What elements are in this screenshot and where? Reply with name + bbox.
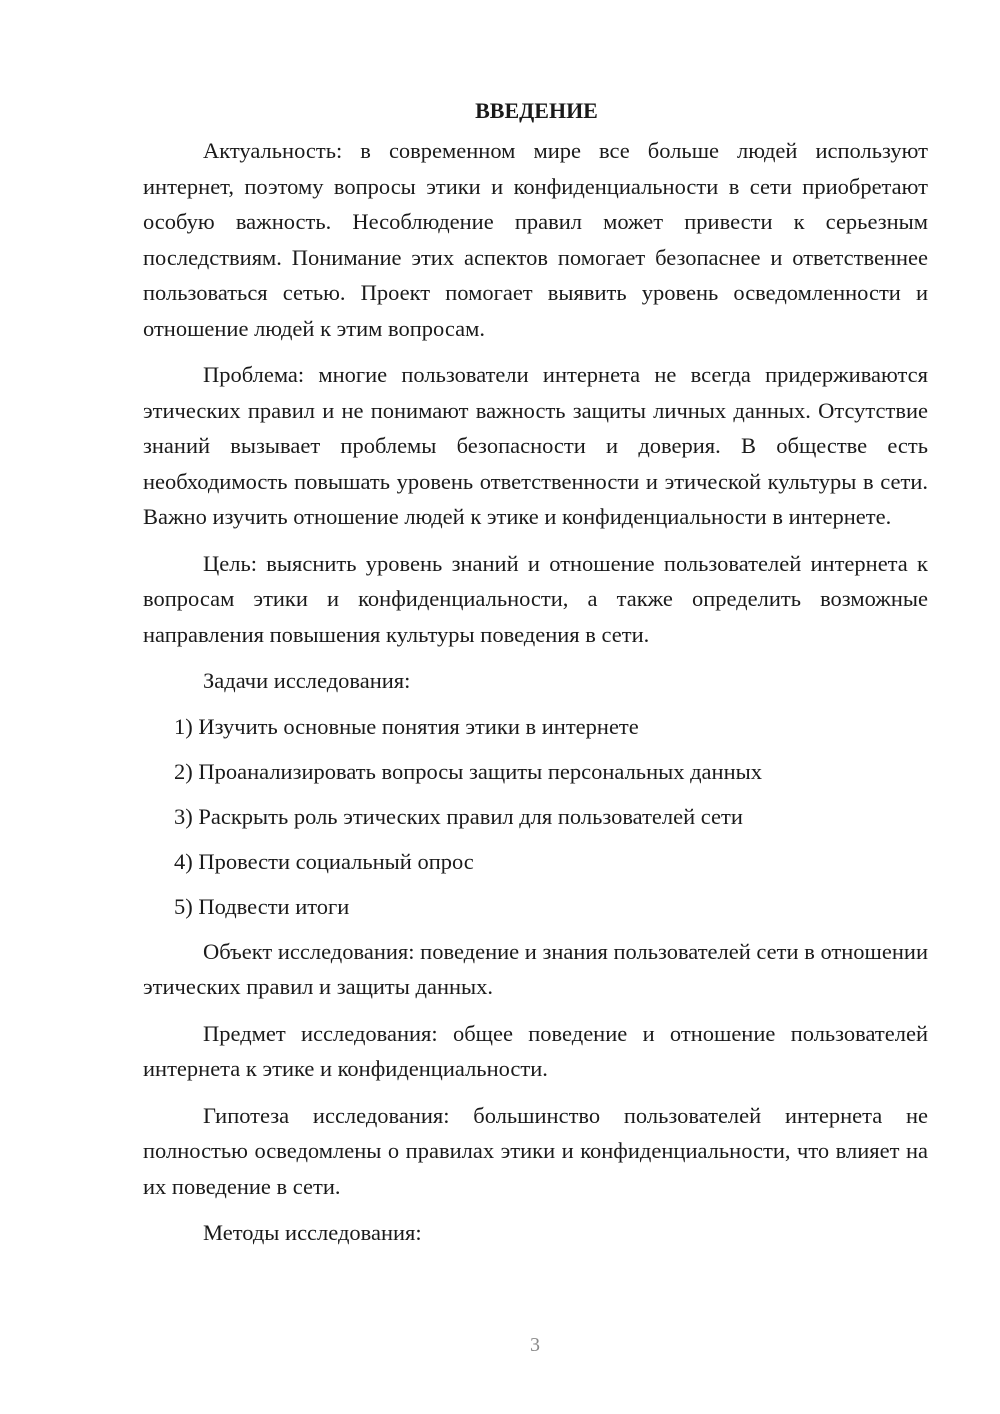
subject-paragraph: Предмет исследования: общее поведение и отношение пользователей интернета к этике и конфиденциальности. [143, 1020, 928, 1081]
tasks-list [143, 709, 928, 924]
task-item: 3) Раскрыть роль этических правил для пользователей сети [174, 803, 743, 829]
goal-paragraph: Цель: выяснить уровень знаний и отношение пользователей интернета к вопросам этики и конфиденциальности, а также определить возможные направления повышения культуры поведения в сети. [143, 550, 928, 647]
task-item: 2) Проанализировать вопросы защиты персональных данных [174, 758, 762, 784]
page-content [143, 96, 928, 1261]
tasks-heading: Задачи исследования: [203, 668, 411, 693]
hypothesis-paragraph: Гипотеза исследования: большинство пользователей интернета не полностью осведомлены о правилах этики и конфиденциальности, что влияет на их поведение в сети. [143, 1102, 928, 1199]
page-number: 3 [530, 1334, 540, 1356]
task-item: 1) Изучить основные понятия этики в интернете [174, 713, 639, 739]
section-title: ВВЕДЕНИЕ [475, 98, 598, 123]
problem-paragraph: Проблема: многие пользователи интернета не всегда придерживаются этических правил и не понимают важность защиты личных данных. Отсутствие знаний вызывает проблемы безопасности и доверия. В обществе есть необходимость повышать уровень ответственности и этической культуры в сети. Важно изучить отношение людей к этике и конфиденциальности в интернете. [143, 362, 928, 529]
object-paragraph: Объект исследования: поведение и знания пользователей сети в отношении этических правил и защиты данных. [143, 938, 928, 999]
task-item: 5) Подвести итоги [174, 893, 350, 919]
task-item: 4) Провести социальный опрос [174, 848, 474, 874]
relevance-paragraph: Актуальность: в современном мире все больше людей используют интернет, поэтому вопросы этики и конфиденциальности в сети приобретают особую важность. Несоблюдение правил может привести к серьезным последствиям. Понимание этих аспектов помогает безопаснее и ответственнее пользоваться сетью. Проект помогает выявить уровень осведомленности и отношение людей к этим вопросам. [143, 138, 928, 341]
methods-heading: Методы исследования: [203, 1220, 422, 1245]
